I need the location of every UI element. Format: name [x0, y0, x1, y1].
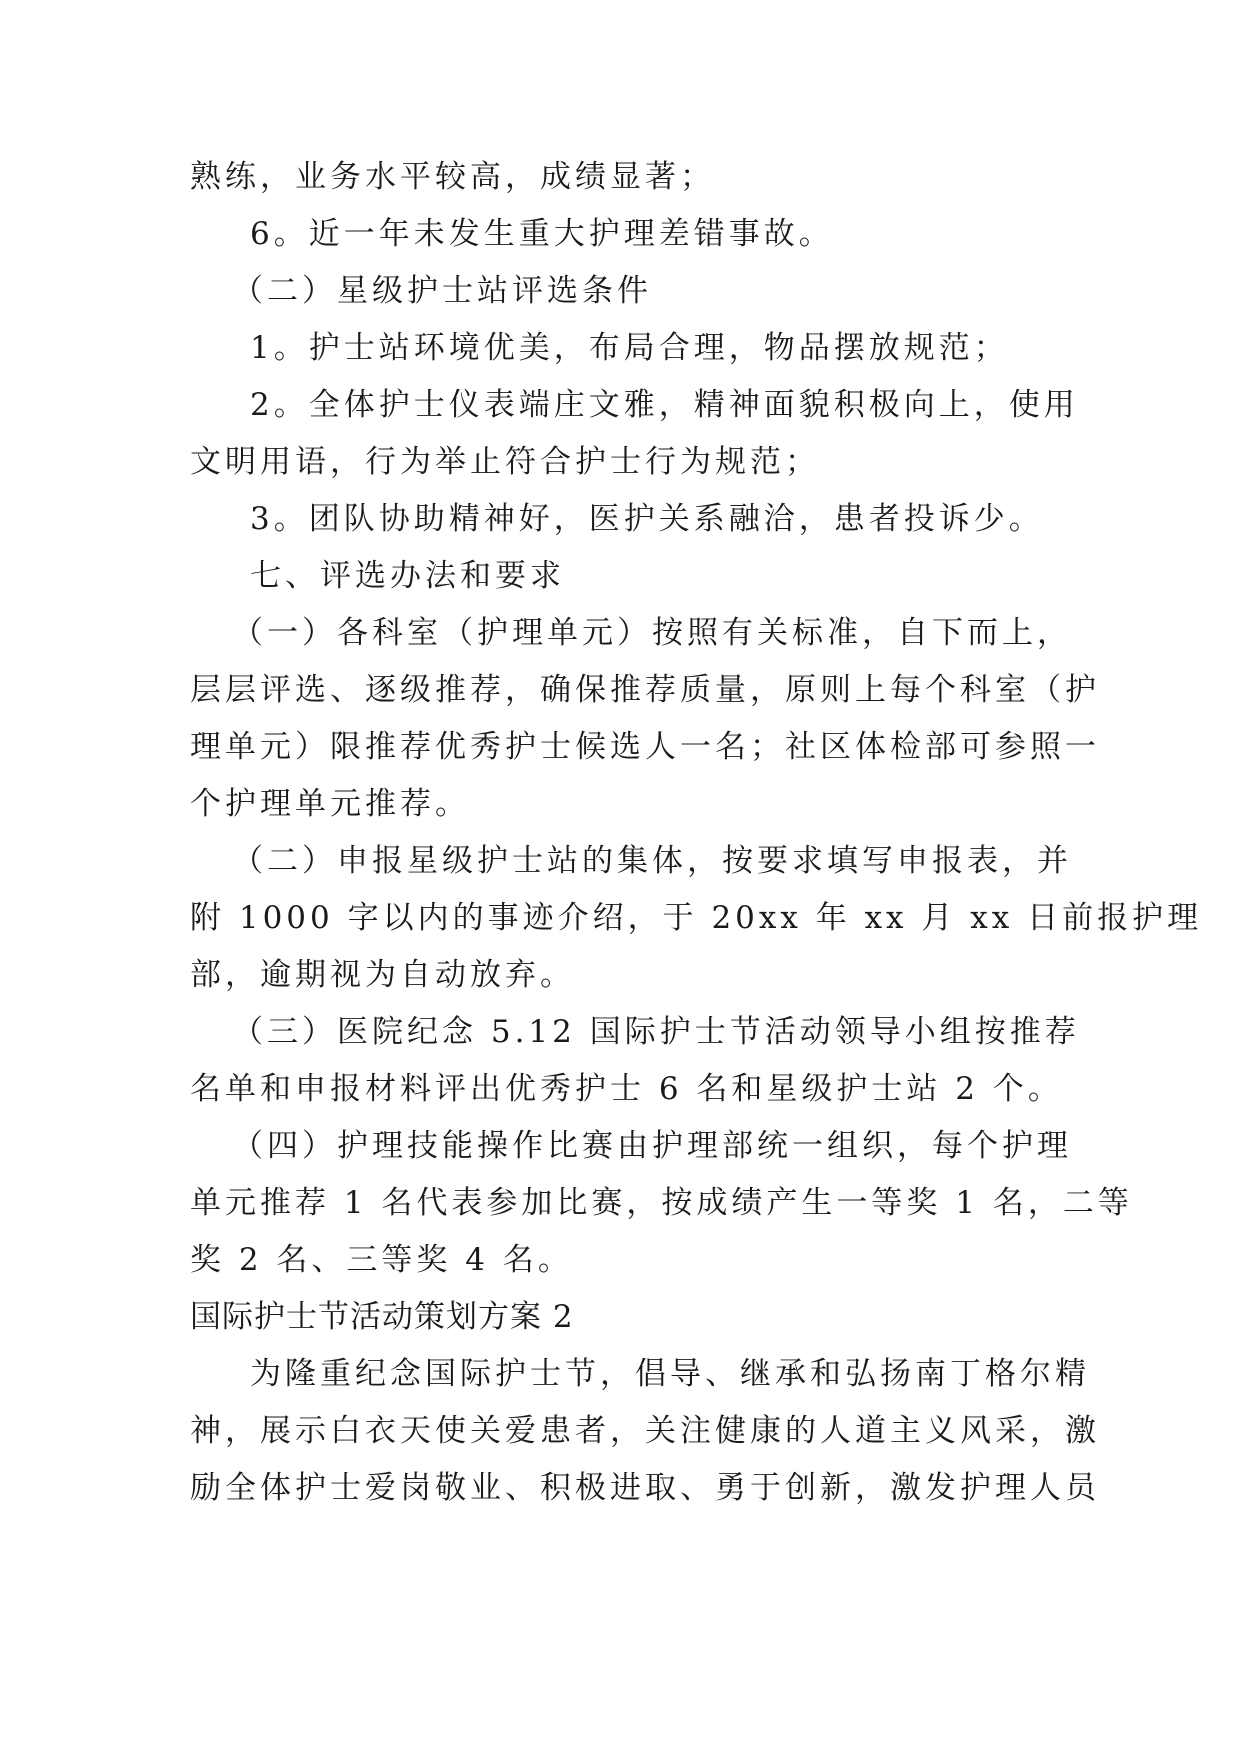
text-line: 层层评选、逐级推荐，确保推荐质量，原则上每个科室（护	[190, 672, 1100, 708]
text-line: 奖 2 名、三等奖 4 名。	[190, 1242, 573, 1278]
text-line: 1。护士站环境优美，布局合理，物品摆放规范；	[250, 330, 1009, 366]
text-line: 文明用语，行为举止符合护士行为规范；	[190, 444, 820, 480]
text-line: 附 1000 字以内的事迹介绍，于 20xx 年 xx 月 xx 日前报护理	[190, 900, 1203, 936]
text-line: （一）各科室（护理单元）按照有关标准，自下而上，	[232, 615, 1072, 651]
text-line: 神，展示白衣天使关爱患者，关注健康的人道主义风采，激	[190, 1413, 1100, 1449]
text-line: 励全体护士爱岗敬业、积极进取、勇于创新，激发护理人员	[190, 1470, 1100, 1506]
document-title: 国际护士节活动策划方案 2	[190, 1299, 574, 1335]
text-line: （二）星级护士站评选条件	[232, 273, 652, 309]
text-line: 2。全体护士仪表端庄文雅，精神面貌积极向上，使用	[250, 387, 1079, 423]
text-line: 部，逾期视为自动放弃。	[190, 957, 575, 993]
text-line: 单元推荐 1 名代表参加比赛，按成绩产生一等奖 1 名，二等	[190, 1185, 1133, 1221]
text-line: 理单元）限推荐优秀护士候选人一名；社区体检部可参照一	[190, 729, 1100, 765]
text-line: （三）医院纪念 5.12 国际护士节活动领导小组按推荐	[232, 1014, 1080, 1050]
text-line: 名单和申报材料评出优秀护士 6 名和星级护士站 2 个。	[190, 1071, 1063, 1107]
text-line: 6。近一年未发生重大护理差错事故。	[250, 216, 834, 252]
text-line: 熟练，业务水平较高，成绩显著；	[190, 159, 715, 195]
text-line: 为隆重纪念国际护士节，倡导、继承和弘扬南丁格尔精	[250, 1356, 1090, 1392]
text-line: （二）申报星级护士站的集体，按要求填写申报表，并	[232, 843, 1072, 879]
text-line: （四）护理技能操作比赛由护理部统一组织，每个护理	[232, 1128, 1072, 1164]
text-line: 3。团队协助精神好，医护关系融洽，患者投诉少。	[250, 501, 1044, 537]
text-line: 个护理单元推荐。	[190, 786, 470, 822]
section-heading: 七、评选办法和要求	[250, 558, 565, 594]
